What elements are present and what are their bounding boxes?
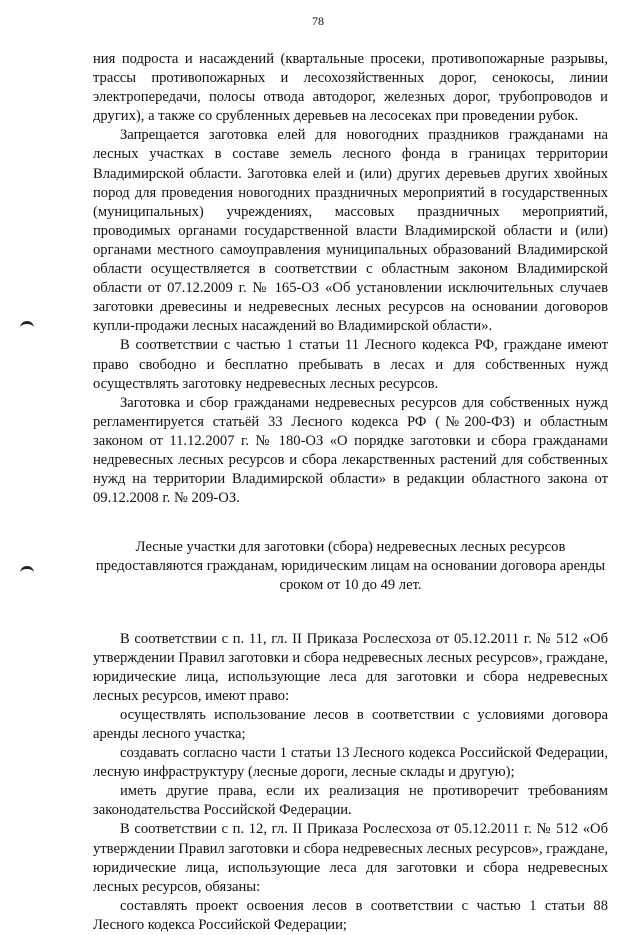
list-item: составлять проект освоения лесов в соответствии с частью 1 статьи 88 Лесного кодекса Российской Федерации; — [93, 897, 608, 933]
paragraph: В соответствии с п. 12, гл. II Приказа Рослесхоза от 05.12.2011 г. № 512 «Об утверждении Правил заготовки и сбора недревесных лесных ресурсов», граждане, юридические лица, использующие леса для заготовки и сбора недревесных лесных ресурсов, обязаны: — [93, 821, 608, 895]
paragraph: ния подроста и насаждений (квартальные просеки, противопожарные разрывы, трассы противопожарных и лесохозяйственных дорог, сенокосы, линии электропередачи, полосы отвода автодорог, железных дорог, трубопроводов и других), а также со срубленных деревьев на лесосеках при проведении рубок. — [93, 51, 608, 125]
list-item: осуществлять использование лесов в соответствии с условиями договора аренды лесного участка; — [93, 706, 608, 742]
scan-mark — [20, 566, 34, 576]
scan-mark — [20, 321, 34, 331]
list-item: иметь другие права, если их реализация не противоречит требованиям законодательства Российской Федерации. — [93, 783, 608, 819]
paragraph: Запрещается заготовка елей для новогодних праздников гражданами на лесных участках в составе земель лесного фонда в границах территории Владимирской области. Заготовка елей и (или) других деревьев других хвойных пород для проведения новогодних праздничных мероприятий в государственных (муниципальных) учреждениях, массовых праздничных мероприятий, проводимых органами государственной власти Владимирской области и (или) органами местного самоуправления муниципальных образований Владимирской области осуществляется в соответствии с областным законом Владимирской области от 07.12.2009 г. № 165-ОЗ «Об установлении исключительных случаев заготовки древесины и недревесных лесных ресурсов на основании договоров купли-продажи лесных насаждений во Владимирской области». — [93, 127, 608, 335]
list-item: создавать согласно части 1 статьи 13 Лесного кодекса Российской Федерации, лесную инфраструктуру (лесные дороги, лесные склады и другую); — [93, 745, 608, 781]
paragraph: Заготовка и сбор гражданами недревесных ресурсов для собственных нужд регламентируется статьёй 33 Лесного кодекса РФ (№200-ФЗ) и областным законом от 11.12.2007 г. № 180-ОЗ «О порядке заготовки и сбора гражданами недревесных лесных ресурсов и сбора лекарственных растений для собственных нужд на территории Владимирской области» в редакции областного закона от 09.12.2008 г. № 209-ОЗ. — [93, 394, 608, 507]
paragraph: В соответствии с частью 1 статьи 11 Лесного кодекса РФ, граждане имеют право свободно и бесплатно пребывать в лесах и для собственных нужд осуществлять заготовку недревесных лесных ресурсов. — [93, 337, 608, 392]
paragraph: В соответствии с п. 11, гл. II Приказа Рослесхоза от 05.12.2011 г. № 512 «Об утверждении Правил заготовки и сбора недревесных лесных ресурсов», граждане, юридические лица, использующие леса для заготовки и сбора недревесных лесных ресурсов, имеют право: — [93, 630, 608, 704]
page-number: 78 — [312, 14, 324, 28]
section-heading: Лесные участки для заготовки (сбора) недревесных лесных ресурсов предоставляются гражданам, юридическим лицам на основании договора аренды сроком от 10 до 49 лет. — [95, 539, 606, 594]
document-body — [93, 50, 608, 935]
